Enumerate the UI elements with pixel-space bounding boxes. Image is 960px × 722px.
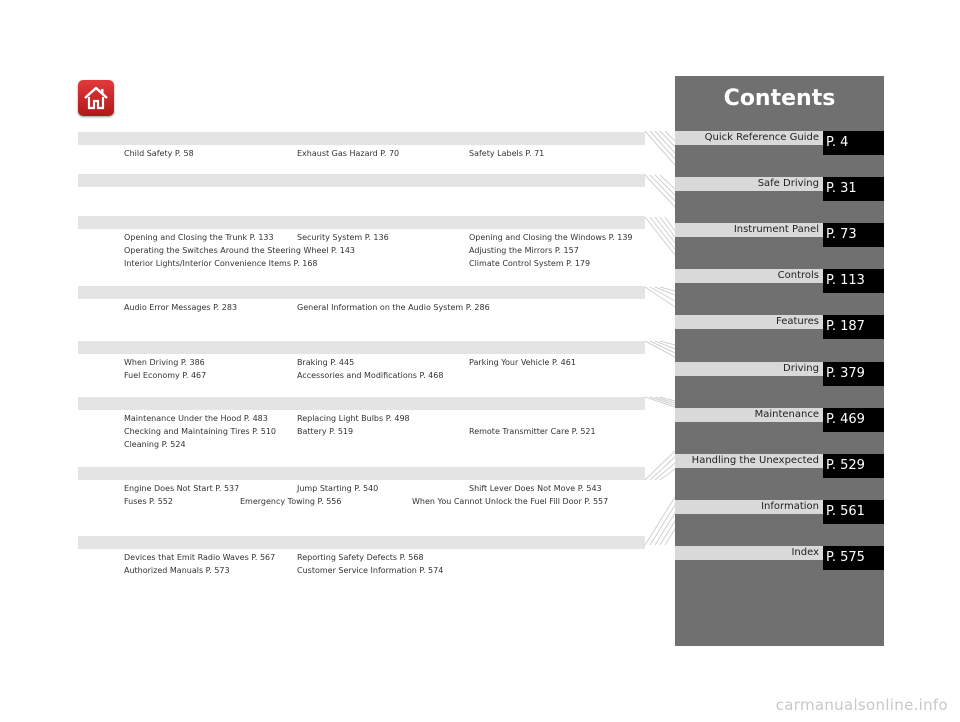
toc-link[interactable]: Engine Does Not Start P. 537 xyxy=(124,484,240,493)
section-header-bar[interactable] xyxy=(78,286,645,299)
chapter-safe-driving[interactable] xyxy=(675,177,884,201)
chapter-page: P. 113 xyxy=(823,269,884,293)
chapter-index[interactable] xyxy=(675,546,884,570)
chapter-quick-reference-guide[interactable] xyxy=(675,131,884,155)
section-header-bar[interactable] xyxy=(78,341,645,354)
section-header-bar[interactable] xyxy=(78,132,645,145)
section-header-bar[interactable] xyxy=(78,397,645,410)
chapter-page: P. 575 xyxy=(823,546,884,570)
chapter-label: Driving xyxy=(675,362,823,376)
toc-link[interactable]: General Information on the Audio System P. 286 xyxy=(297,303,490,312)
connector-stripes xyxy=(640,125,676,555)
chapter-label: Quick Reference Guide xyxy=(675,131,823,145)
contents-panel xyxy=(675,76,884,646)
toc-link[interactable]: Exhaust Gas Hazard P. 70 xyxy=(297,149,400,158)
toc-link[interactable]: Parking Your Vehicle P. 461 xyxy=(469,358,576,367)
chapter-label: Index xyxy=(675,546,823,560)
section-header-bar[interactable] xyxy=(78,467,645,480)
toc-link[interactable]: When Driving P. 386 xyxy=(124,358,205,367)
chapter-page: P. 379 xyxy=(823,362,884,386)
toc-link[interactable]: Shift Lever Does Not Move P. 543 xyxy=(469,484,602,493)
toc-link[interactable]: When You Cannot Unlock the Fuel Fill Door P. 557 xyxy=(412,497,609,506)
chapter-label: Features xyxy=(675,315,823,329)
toc-link[interactable]: Remote Transmitter Care P. 521 xyxy=(469,427,596,436)
home-button[interactable] xyxy=(78,80,114,116)
toc-link[interactable]: Cleaning P. 524 xyxy=(124,440,186,449)
toc-link[interactable]: Interior Lights/Interior Convenience Items P. 168 xyxy=(124,259,318,268)
chapter-features[interactable] xyxy=(675,315,884,339)
toc-link[interactable]: Adjusting the Mirrors P. 157 xyxy=(469,246,579,255)
toc-link[interactable]: Accessories and Modifications P. 468 xyxy=(297,371,444,380)
chapter-page: P. 187 xyxy=(823,315,884,339)
chapter-label: Information xyxy=(675,500,823,514)
chapter-page: P. 73 xyxy=(823,223,884,247)
toc-link[interactable]: Emergency Towing P. 556 xyxy=(240,497,342,506)
toc-link[interactable]: Climate Control System P. 179 xyxy=(469,259,591,268)
toc-link[interactable]: Maintenance Under the Hood P. 483 xyxy=(124,414,268,423)
toc-link[interactable]: Audio Error Messages P. 283 xyxy=(124,303,238,312)
toc-link[interactable]: Opening and Closing the Trunk P. 133 xyxy=(124,233,274,242)
section-header-bar[interactable] xyxy=(78,536,645,549)
chapter-page: P. 561 xyxy=(823,500,884,524)
toc-link[interactable]: Fuel Economy P. 467 xyxy=(124,371,207,380)
chapter-controls[interactable] xyxy=(675,269,884,293)
toc-link[interactable]: Operating the Switches Around the Steering Wheel P. 143 xyxy=(124,246,355,255)
chapter-page: P. 31 xyxy=(823,177,884,201)
panel-title: Contents xyxy=(723,86,836,111)
section-header-bar[interactable] xyxy=(78,216,645,229)
chapter-label: Maintenance xyxy=(675,408,823,422)
toc-link[interactable]: Customer Service Information P. 574 xyxy=(297,566,444,575)
toc-link[interactable]: Opening and Closing the Windows P. 139 xyxy=(469,233,633,242)
toc-link[interactable]: Replacing Light Bulbs P. 498 xyxy=(297,414,410,423)
chapter-label: Handling the Unexpected xyxy=(675,454,823,468)
chapter-information[interactable] xyxy=(675,500,884,524)
chapter-handling-the-unexpected[interactable] xyxy=(675,454,884,478)
toc-link[interactable]: Reporting Safety Defects P. 568 xyxy=(297,553,424,562)
home-icon xyxy=(82,84,110,112)
toc-link[interactable]: Checking and Maintaining Tires P. 510 xyxy=(124,427,277,436)
toc-link[interactable]: Fuses P. 552 xyxy=(124,497,173,506)
toc-link[interactable]: Authorized Manuals P. 573 xyxy=(124,566,230,575)
toc-link[interactable]: Battery P. 519 xyxy=(297,427,354,436)
watermark: carmanualsonline.info xyxy=(775,696,948,714)
toc-link[interactable]: Safety Labels P. 71 xyxy=(469,149,545,158)
chapter-label: Instrument Panel xyxy=(675,223,823,237)
chapter-instrument-panel[interactable] xyxy=(675,223,884,247)
chapter-page: P. 529 xyxy=(823,454,884,478)
chapter-driving[interactable] xyxy=(675,362,884,386)
toc-link[interactable]: Jump Starting P. 540 xyxy=(297,484,379,493)
toc-link[interactable]: Security System P. 136 xyxy=(297,233,389,242)
chapter-label: Safe Driving xyxy=(675,177,823,191)
section-header-bar[interactable] xyxy=(78,174,645,187)
chapter-maintenance[interactable] xyxy=(675,408,884,432)
chapter-page: P. 469 xyxy=(823,408,884,432)
toc-link[interactable]: Devices that Emit Radio Waves P. 567 xyxy=(124,553,276,562)
chapter-label: Controls xyxy=(675,269,823,283)
toc-link[interactable]: Braking P. 445 xyxy=(297,358,355,367)
chapter-page: P. 4 xyxy=(823,131,884,155)
toc-link[interactable]: Child Safety P. 58 xyxy=(124,149,194,158)
